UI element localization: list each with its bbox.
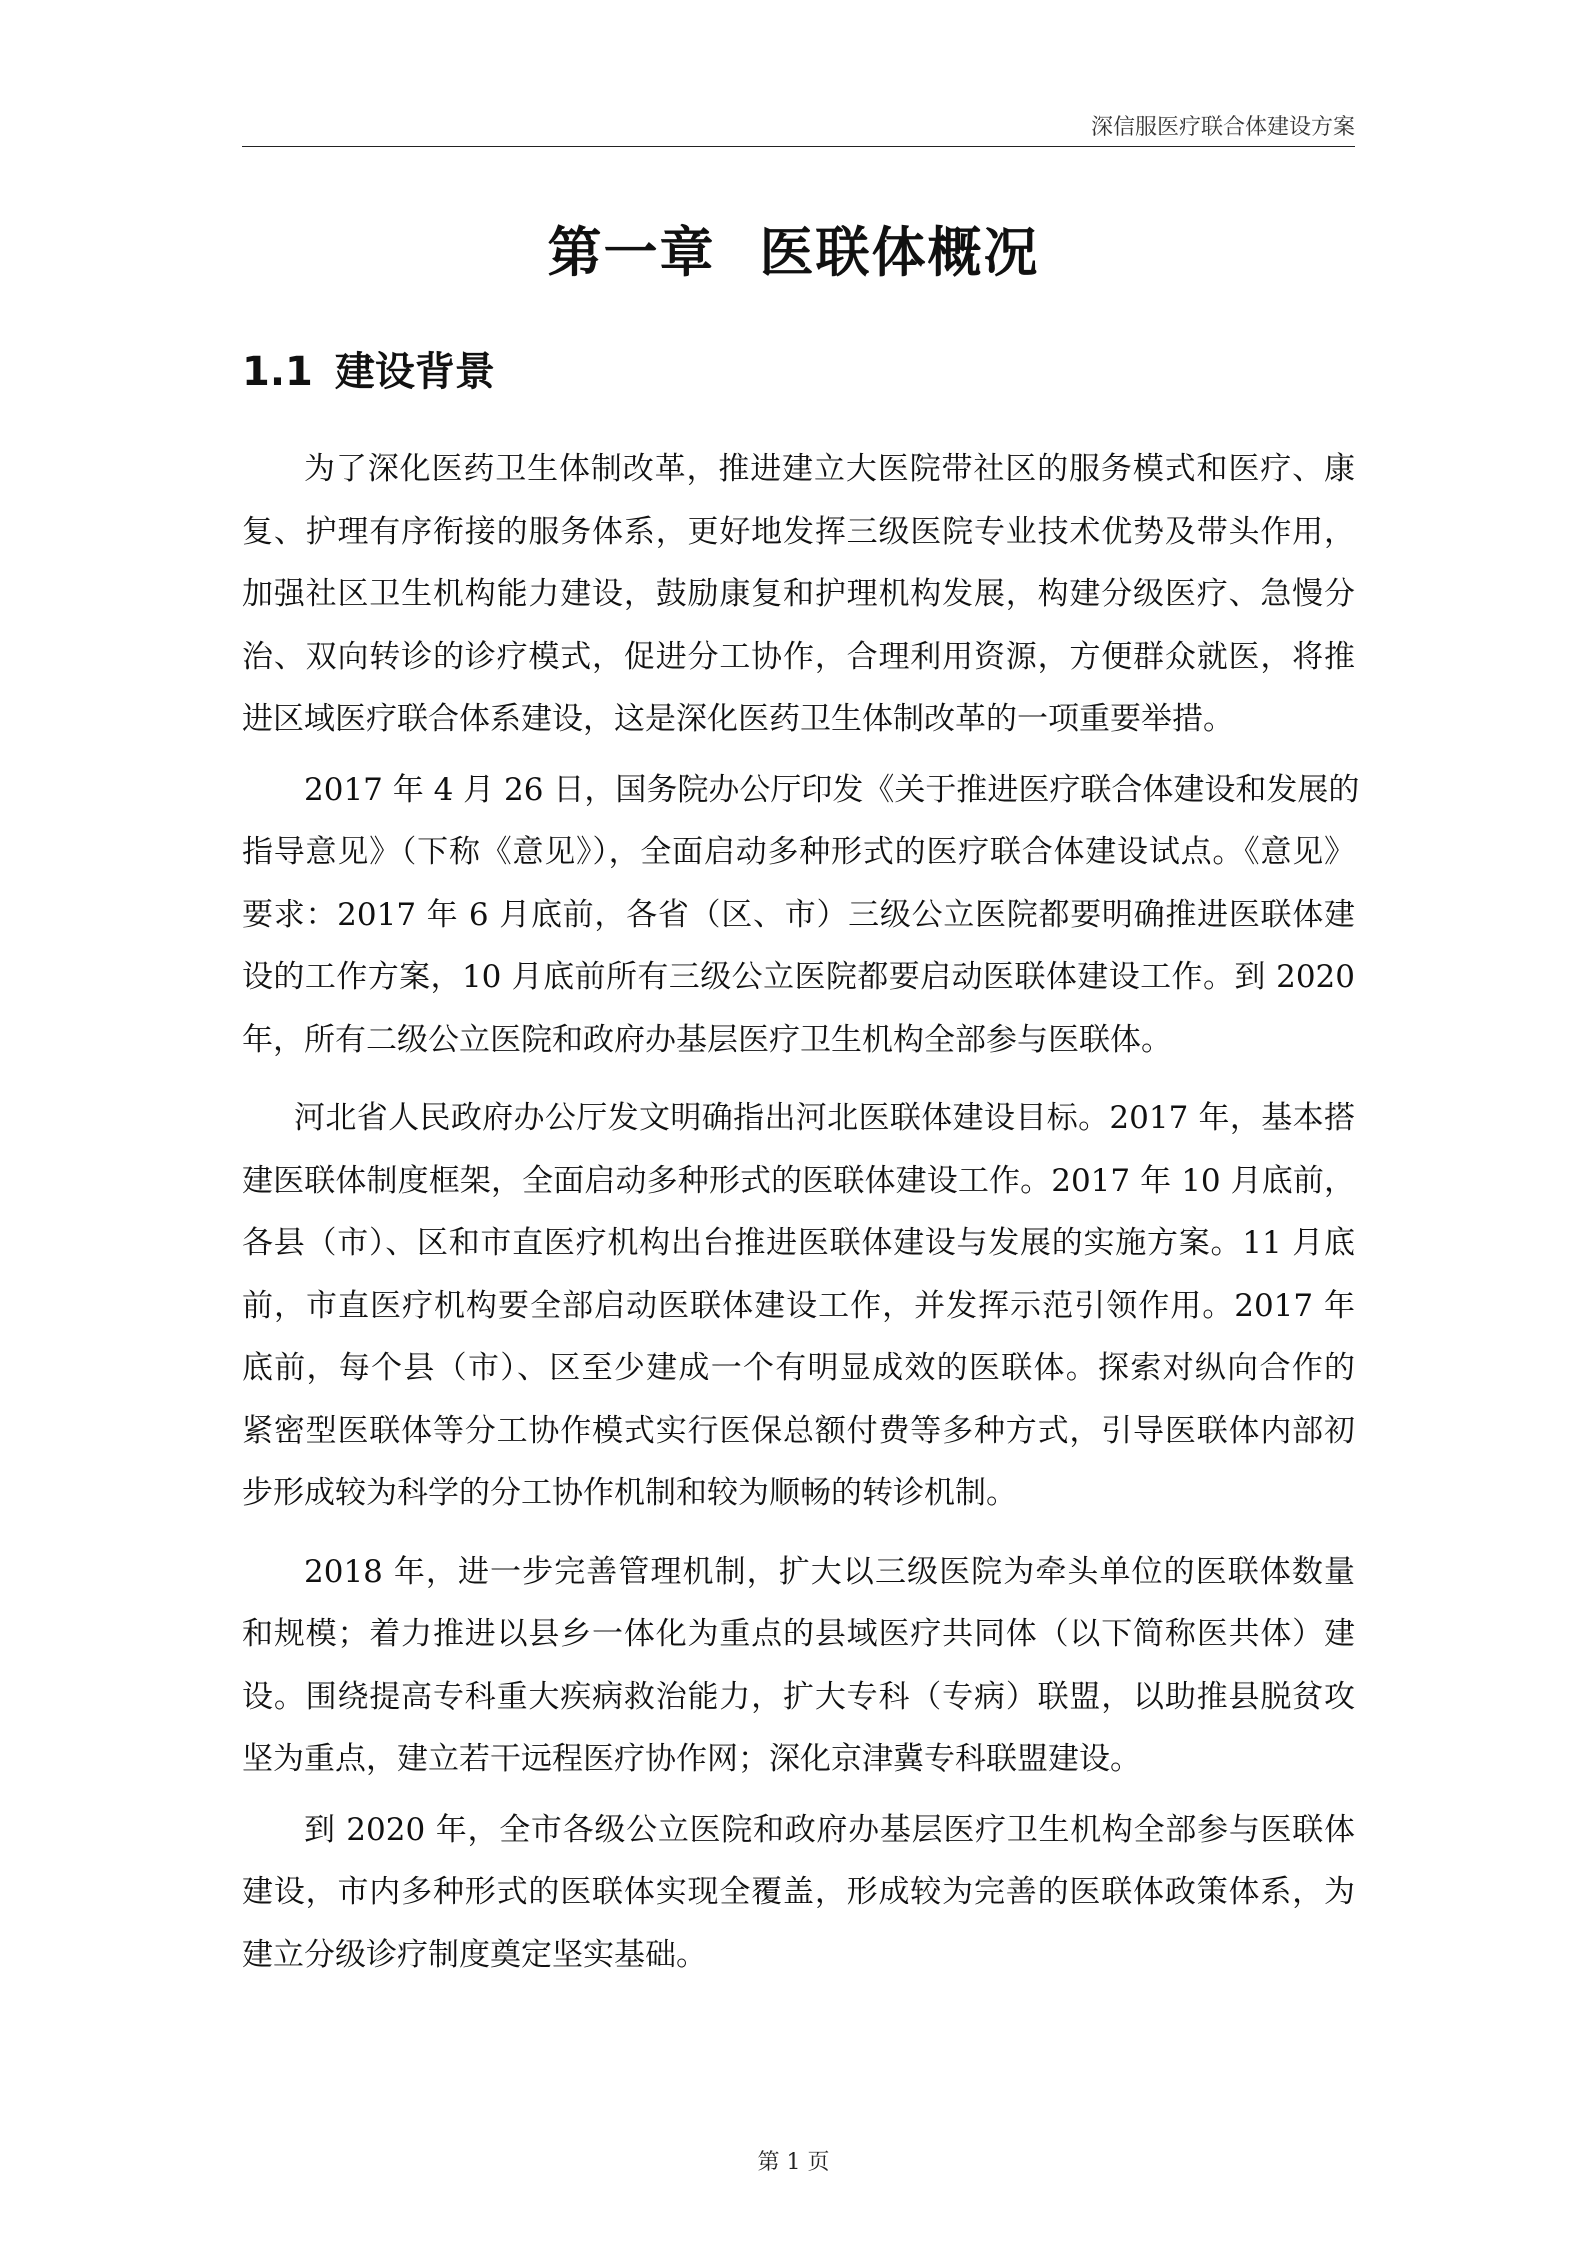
paragraph — [242, 1541, 1355, 1791]
paragraph — [242, 1087, 1355, 1525]
paragraph — [242, 1799, 1355, 1987]
chapter-title — [0, 210, 1587, 287]
text-line: 建医联体制度框架，全面启动多种形式的医联体建设工作。2017 年 10 月底前， — [242, 1162, 1355, 1199]
text-line: 2018 年，进一步完善管理机制，扩大以三级医院为牵头单位的医联体数量 — [304, 1553, 1355, 1590]
paragraph — [242, 759, 1360, 1072]
text-line: 要求：2017 年 6 月底前，各省（区、市）三级公立医院都要明确推进医联体建 — [242, 896, 1355, 933]
text-line: 复、护理有序衔接的服务体系，更好地发挥三级医院专业技术优势及带头作用， — [242, 513, 1355, 550]
text-line: 和规模；着力推进以县乡一体化为重点的县域医疗共同体（以下简称医共体）建 — [242, 1616, 1355, 1652]
text-line: 各县（市）、区和市直医疗机构出台推进医联体建设与发展的实施方案。11 月底 — [242, 1225, 1355, 1261]
text-line: 设的工作方案，10 月底前所有三级公立医院都要启动医联体建设工作。到 2020 — [242, 959, 1355, 995]
section-number: 1.1 — [242, 349, 313, 395]
running-header: 深信服医疗联合体建设方案 — [1090, 115, 1355, 140]
chapter-name: 医联体概况 — [759, 221, 1040, 284]
section-heading — [242, 340, 495, 397]
body-text — [242, 438, 1360, 1994]
text-line: 建设，市内多种形式的医联体实现全覆盖，形成较为完善的医联体政策体系，为 — [242, 1874, 1355, 1910]
section-title: 建设背景 — [334, 349, 495, 395]
text-line: 为了深化医药卫生体制改革，推进建立大医院带社区的服务模式和医疗、康 — [304, 451, 1355, 487]
text-line: 建立分级诊疗制度奠定坚实基础。 — [242, 1936, 707, 1973]
text-line: 河北省人民政府办公厅发文明确指出河北医联体建设目标。2017 年，基本搭 — [294, 1100, 1355, 1136]
text-line: 到 2020 年，全市各级公立医院和政府办基层医疗卫生机构全部参与医联体 — [304, 1811, 1355, 1848]
text-line: 前，市直医疗机构要全部启动医联体建设工作，并发挥示范引领作用。2017 年 — [242, 1287, 1355, 1324]
text-line: 指导意见》（下称《意见》），全面启动多种形式的医疗联合体建设试点。《意见》 — [242, 834, 1355, 870]
text-line: 治、双向转诊的诊疗模式，促进分工协作，合理利用资源，方便群众就医，将推 — [242, 638, 1355, 675]
text-line: 底前，每个县（市）、区至少建成一个有明显成效的医联体。探索对纵向合作的 — [242, 1350, 1355, 1386]
chapter-number: 第一章 — [547, 221, 716, 284]
text-line: 步形成较为科学的分工协作机制和较为顺畅的转诊机制。 — [242, 1475, 1017, 1511]
paragraph — [242, 438, 1355, 751]
text-line: 坚为重点，建立若干远程医疗协作网；深化京津冀专科联盟建设。 — [242, 1741, 1141, 1777]
text-line: 年，所有二级公立医院和政府办基层医疗卫生机构全部参与医联体。 — [242, 1021, 1172, 1058]
text-line: 2017 年 4 月 26 日，国务院办公厅印发《关于推进医疗联合体建设和发展的 — [304, 771, 1360, 808]
text-line: 设。围绕提高专科重大疾病救治能力，扩大专科（专病）联盟，以助推县脱贫攻 — [242, 1678, 1355, 1715]
header-divider — [242, 146, 1355, 147]
text-line: 进区域医疗联合体系建设，这是深化医药卫生体制改革的一项重要举措。 — [242, 701, 1234, 737]
page-number: 第 1 页 — [757, 2150, 830, 2175]
text-line: 紧密型医联体等分工协作模式实行医保总额付费等多种方式，引导医联体内部初 — [242, 1412, 1355, 1449]
text-line: 加强社区卫生机构能力建设，鼓励康复和护理机构发展，构建分级医疗、急慢分 — [242, 576, 1355, 612]
